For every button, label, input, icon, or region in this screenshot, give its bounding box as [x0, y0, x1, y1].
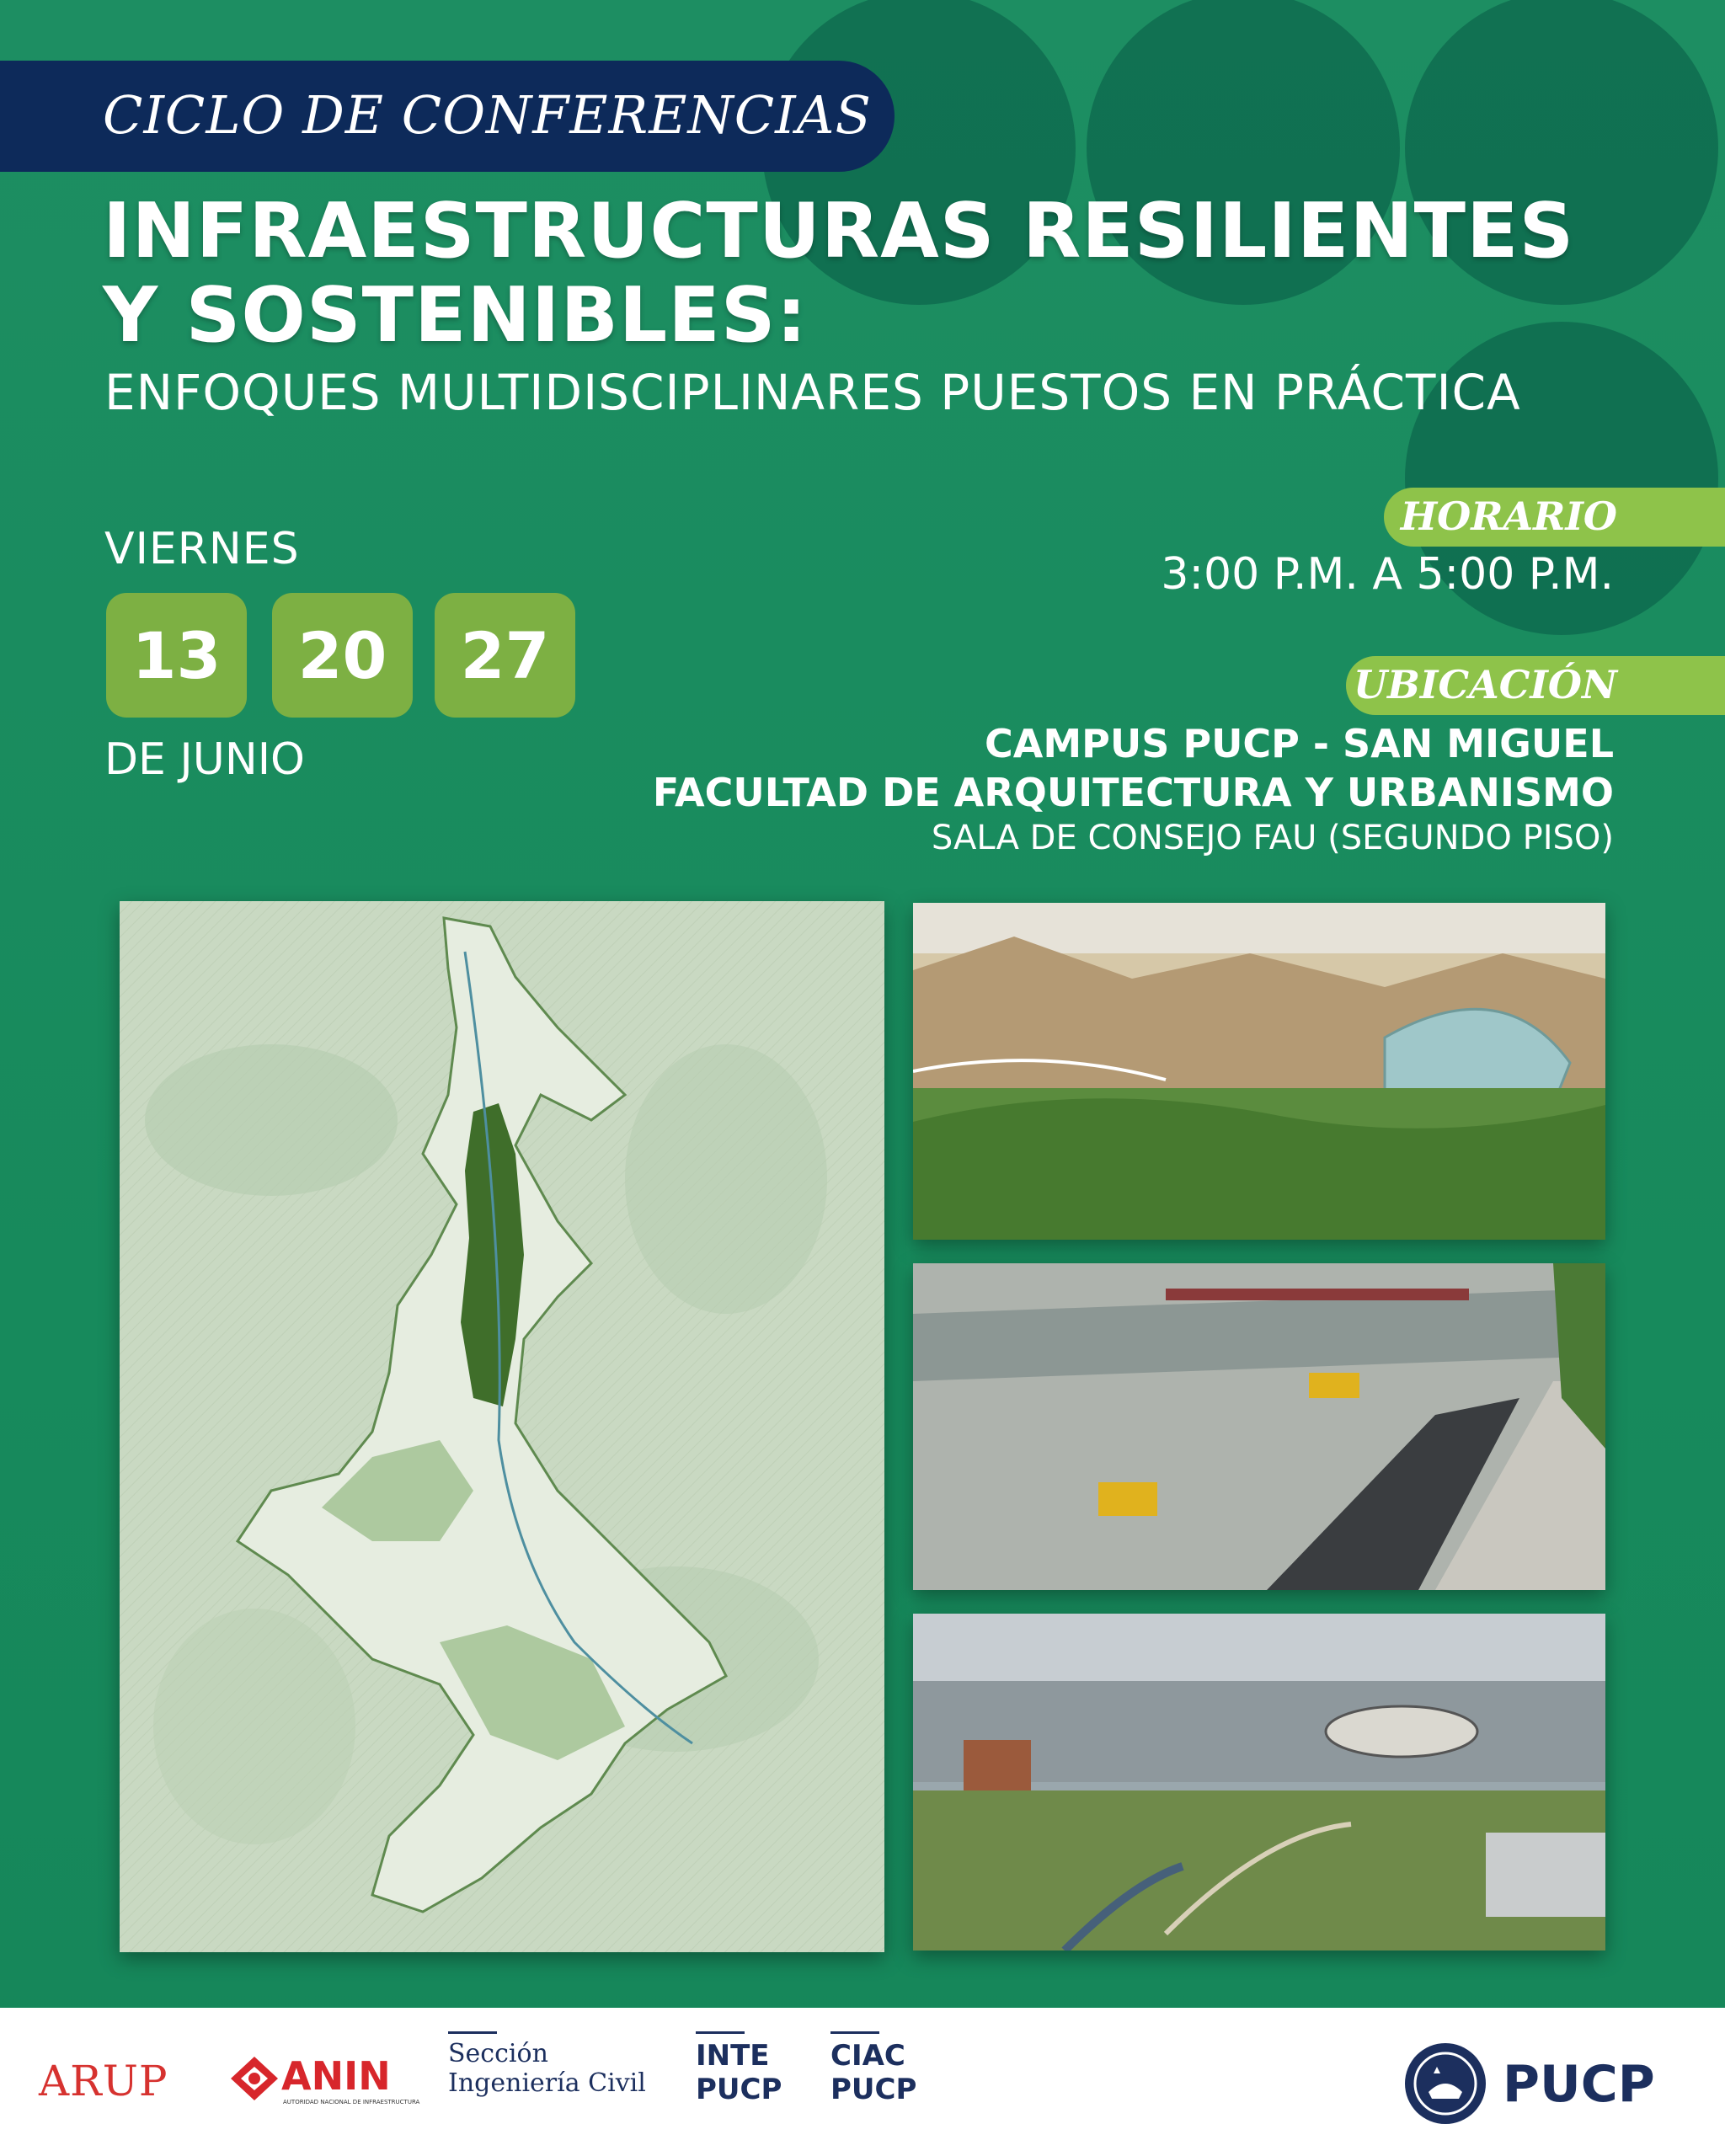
schedule-time: 3:00 P.M. A 5:00 P.M. — [1161, 549, 1614, 600]
pucp-logo — [1403, 2041, 1681, 2126]
seccion-line2: Ingeniería Civil — [448, 2068, 646, 2098]
pucp-shield-icon — [1403, 2041, 1487, 2126]
location-room: SALA DE CONSEJO FAU (SEGUNDO PISO) — [931, 819, 1614, 857]
date-box: 13 — [106, 593, 247, 718]
anin-subtitle: AUTORIDAD NACIONAL DE INFRAESTRUCTURA — [283, 2099, 420, 2105]
arup-logo: ARUP — [39, 2057, 168, 2105]
location-faculty: FACULTAD DE ARQUITECTURA Y URBANISMO — [652, 770, 1614, 815]
inte-rule — [696, 2031, 745, 2034]
date-box: 27 — [435, 593, 575, 718]
footer-logos-bar — [0, 2008, 1725, 2156]
photo-desert-dome — [913, 903, 1605, 1240]
photo-olympic-park — [913, 1614, 1605, 1951]
main-title-line-2: Y SOSTENIBLES: — [103, 271, 808, 360]
seccion-rule — [448, 2031, 497, 2034]
map-illustration — [120, 901, 884, 1952]
photo-river-works — [913, 1263, 1605, 1590]
main-title-line-1: INFRAESTRUCTURAS RESILIENTES — [103, 187, 1575, 275]
inte-pucp-logo — [696, 2031, 782, 2106]
ciac-pucp-logo — [830, 2031, 916, 2106]
inte-line2: PUCP — [696, 2073, 782, 2106]
pucp-wordmark: PUCP — [1503, 2055, 1655, 2114]
seccion-line1: Sección — [448, 2039, 548, 2068]
anin-wordmark: ANIN — [281, 2053, 391, 2099]
schedule-label: HORARIO — [1400, 494, 1617, 539]
anin-logo — [229, 2050, 420, 2117]
weekday-label: VIERNES — [104, 524, 300, 574]
location-campus: CAMPUS PUCP - SAN MIGUEL — [985, 721, 1614, 766]
master-plan-map — [120, 901, 884, 1952]
ciac-line2: PUCP — [830, 2073, 917, 2106]
inte-line1: INTE — [696, 2039, 770, 2073]
subtitle: ENFOQUES MULTIDISCIPLINARES PUESTOS EN PRÁCTICA — [104, 364, 1521, 421]
photo-park-illustration — [913, 1614, 1605, 1951]
location-label: UBICACIÓN — [1353, 662, 1617, 707]
photo-desert-illustration — [913, 903, 1605, 1240]
anin-emblem-icon — [229, 2055, 280, 2102]
month-label: DE JUNIO — [104, 734, 305, 785]
series-title: CICLO DE CONFERENCIAS — [103, 84, 872, 146]
ciac-rule — [830, 2031, 879, 2034]
date-box: 20 — [272, 593, 413, 718]
ciac-line1: CIAC — [830, 2039, 905, 2073]
seccion-ingenieria-logo — [448, 2031, 646, 2098]
photo-river-illustration — [913, 1263, 1605, 1590]
